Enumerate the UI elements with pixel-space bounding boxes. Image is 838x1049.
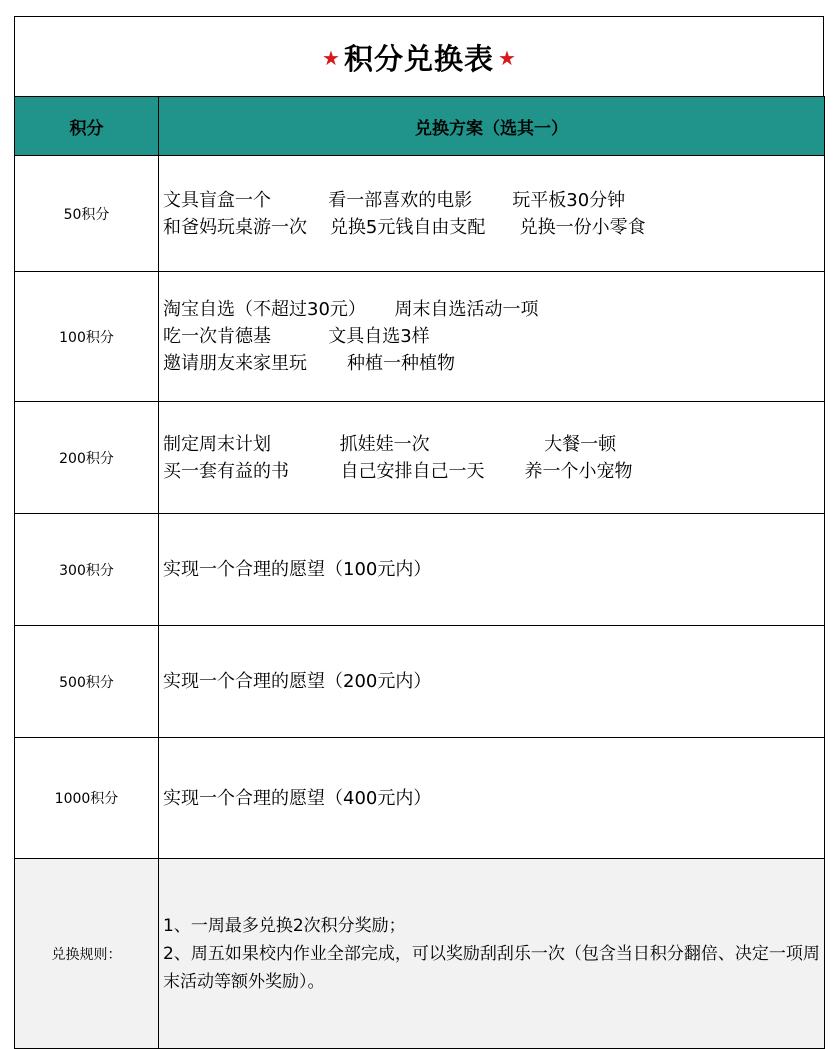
tier-points: 500积分 (15, 626, 159, 738)
tier-row-50 (15, 156, 825, 272)
exchange-sheet (14, 16, 824, 1030)
rule-item: 1、一周最多兑换2次积分奖励； (163, 915, 406, 936)
option-line: 实现一个合理的愿望（400元内） (163, 787, 432, 809)
option-line: 邀请朋友来家里玩 种植一种植物 (163, 353, 456, 374)
tier-points: 200积分 (15, 402, 159, 514)
option-line: 淘宝自选（不超过30元） 周末自选活动一项 (163, 299, 539, 320)
tier-points: 50积分 (15, 156, 159, 272)
title-row (14, 16, 824, 97)
header-row (15, 97, 825, 156)
option-line: 实现一个合理的愿望（100元内） (163, 559, 432, 580)
tier-options (159, 402, 825, 514)
option-line: 和爸妈玩桌游一次 兑换5元钱自由支配 兑换一份小零食 (163, 216, 646, 238)
tier-options (159, 738, 825, 859)
tier-row-500 (15, 626, 825, 738)
tier-points: 100积分 (15, 272, 159, 402)
rules-label: 兑换规则： (15, 859, 159, 1049)
header-points: 积分 (15, 97, 159, 156)
header-plan: 兑换方案（选其一） (159, 97, 825, 156)
option-line: 制定周末计划 抓娃娃一次 大餐一顿 (163, 433, 617, 455)
option-line: 文具盲盒一个 看一部喜欢的电影 玩平板30分钟 (163, 189, 626, 211)
tier-row-200 (15, 402, 825, 514)
rules-content (159, 859, 825, 1049)
star-icon-left: ★ (322, 46, 340, 70)
option-line: 吃一次肯德基 文具自选3样 (163, 326, 430, 347)
star-icon-right: ★ (498, 46, 516, 70)
tier-row-1000 (15, 738, 825, 859)
option-line: 买一套有益的书 自己安排自己一天 养一个小宠物 (163, 460, 633, 482)
exchange-table (14, 96, 825, 1049)
tier-options (159, 156, 825, 272)
tier-options (159, 514, 825, 626)
tier-points: 300积分 (15, 514, 159, 626)
rules-row (15, 859, 825, 1049)
page-title: 积分兑换表 (343, 41, 494, 76)
tier-row-100 (15, 272, 825, 402)
option-line: 实现一个合理的愿望（200元内） (163, 671, 432, 692)
tier-options (159, 272, 825, 402)
tier-points: 1000积分 (15, 738, 159, 859)
tier-options (159, 626, 825, 738)
tier-row-300 (15, 514, 825, 626)
rule-item: 2、周五如果校内作业全部完成，可以奖励刮刮乐一次（包含当日积分翻倍、决定一项周末活动等额外奖励）。 (163, 943, 820, 992)
